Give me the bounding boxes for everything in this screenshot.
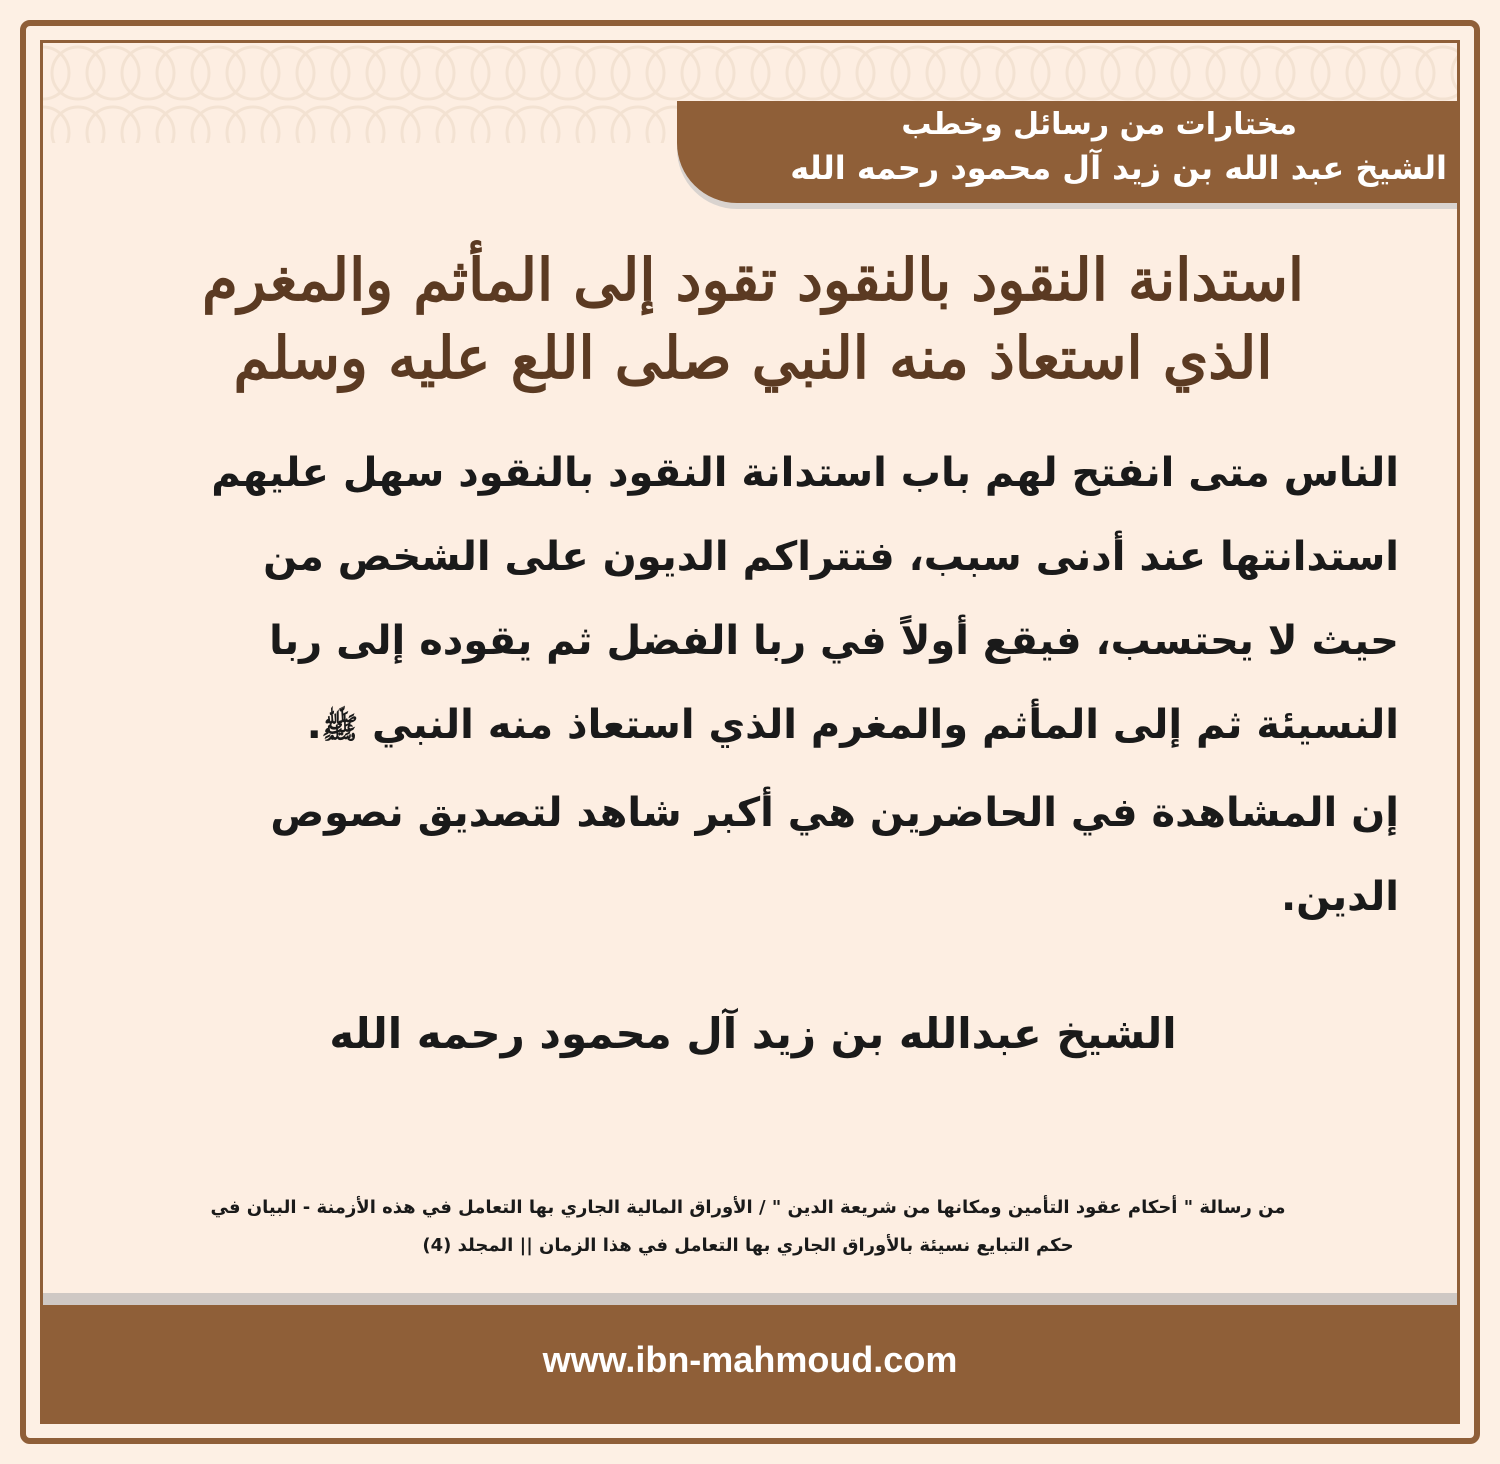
body-line-1: الناس متى انفتح لهم باب استدانة النقود بالنقود سهل عليهم bbox=[211, 450, 1399, 496]
salawat-glyph: ﷺ bbox=[321, 711, 359, 746]
page-title bbox=[103, 241, 1403, 397]
body-line-3: حيث لا يحتسب، فيقع أولاً في ربا الفضل ثم يقوده إلى ربا bbox=[269, 618, 1399, 664]
footer-divider bbox=[43, 1293, 1457, 1305]
inner-frame bbox=[40, 40, 1460, 1424]
header-author: الشيخ عبد الله بن زيد آل محمود رحمه الله bbox=[790, 149, 1447, 187]
source-line-2: حكم التبايع نسيئة بالأوراق الجاري بها التعامل في هذا الزمان || المجلد (4) bbox=[422, 1235, 1074, 1256]
body-line-4 bbox=[143, 683, 1399, 771]
body-line-4-end: . bbox=[306, 702, 322, 748]
website-link[interactable]: www.ibn-mahmoud.com bbox=[542, 1339, 958, 1380]
body-paragraph bbox=[143, 431, 1399, 939]
source-reference bbox=[103, 1189, 1393, 1265]
footer-band bbox=[43, 1305, 1457, 1424]
author-signature: الشيخ عبدالله بن زيد آل محمود رحمه الله bbox=[329, 1009, 1177, 1058]
body-line-6: الدين. bbox=[1280, 874, 1399, 920]
title-line-1: استدانة النقود بالنقود تقود إلى المأثم والمغرم bbox=[201, 246, 1305, 314]
body-line-2: استدانتها عند أدنى سبب، فتتراكم الديون على الشخص من bbox=[263, 534, 1399, 580]
body-line-4-text: النسيئة ثم إلى المأثم والمغرم الذي استعاذ منه النبي bbox=[371, 702, 1399, 748]
header-band bbox=[677, 101, 1460, 203]
body-line-5: إن المشاهدة في الحاضرين هي أكبر شاهد لتصديق نصوص bbox=[270, 790, 1399, 836]
title-line-2: الذي استعاذ منه النبي صلى اللع عليه وسلم bbox=[233, 324, 1273, 392]
source-line-1: من رسالة " أحكام عقود التأمين ومكانها من شريعة الدين " / الأوراق المالية الجاري بها التعامل في هذه الأزمنة - البيان في bbox=[210, 1197, 1286, 1218]
header-subtitle: مختارات من رسائل وخطب bbox=[901, 107, 1297, 142]
